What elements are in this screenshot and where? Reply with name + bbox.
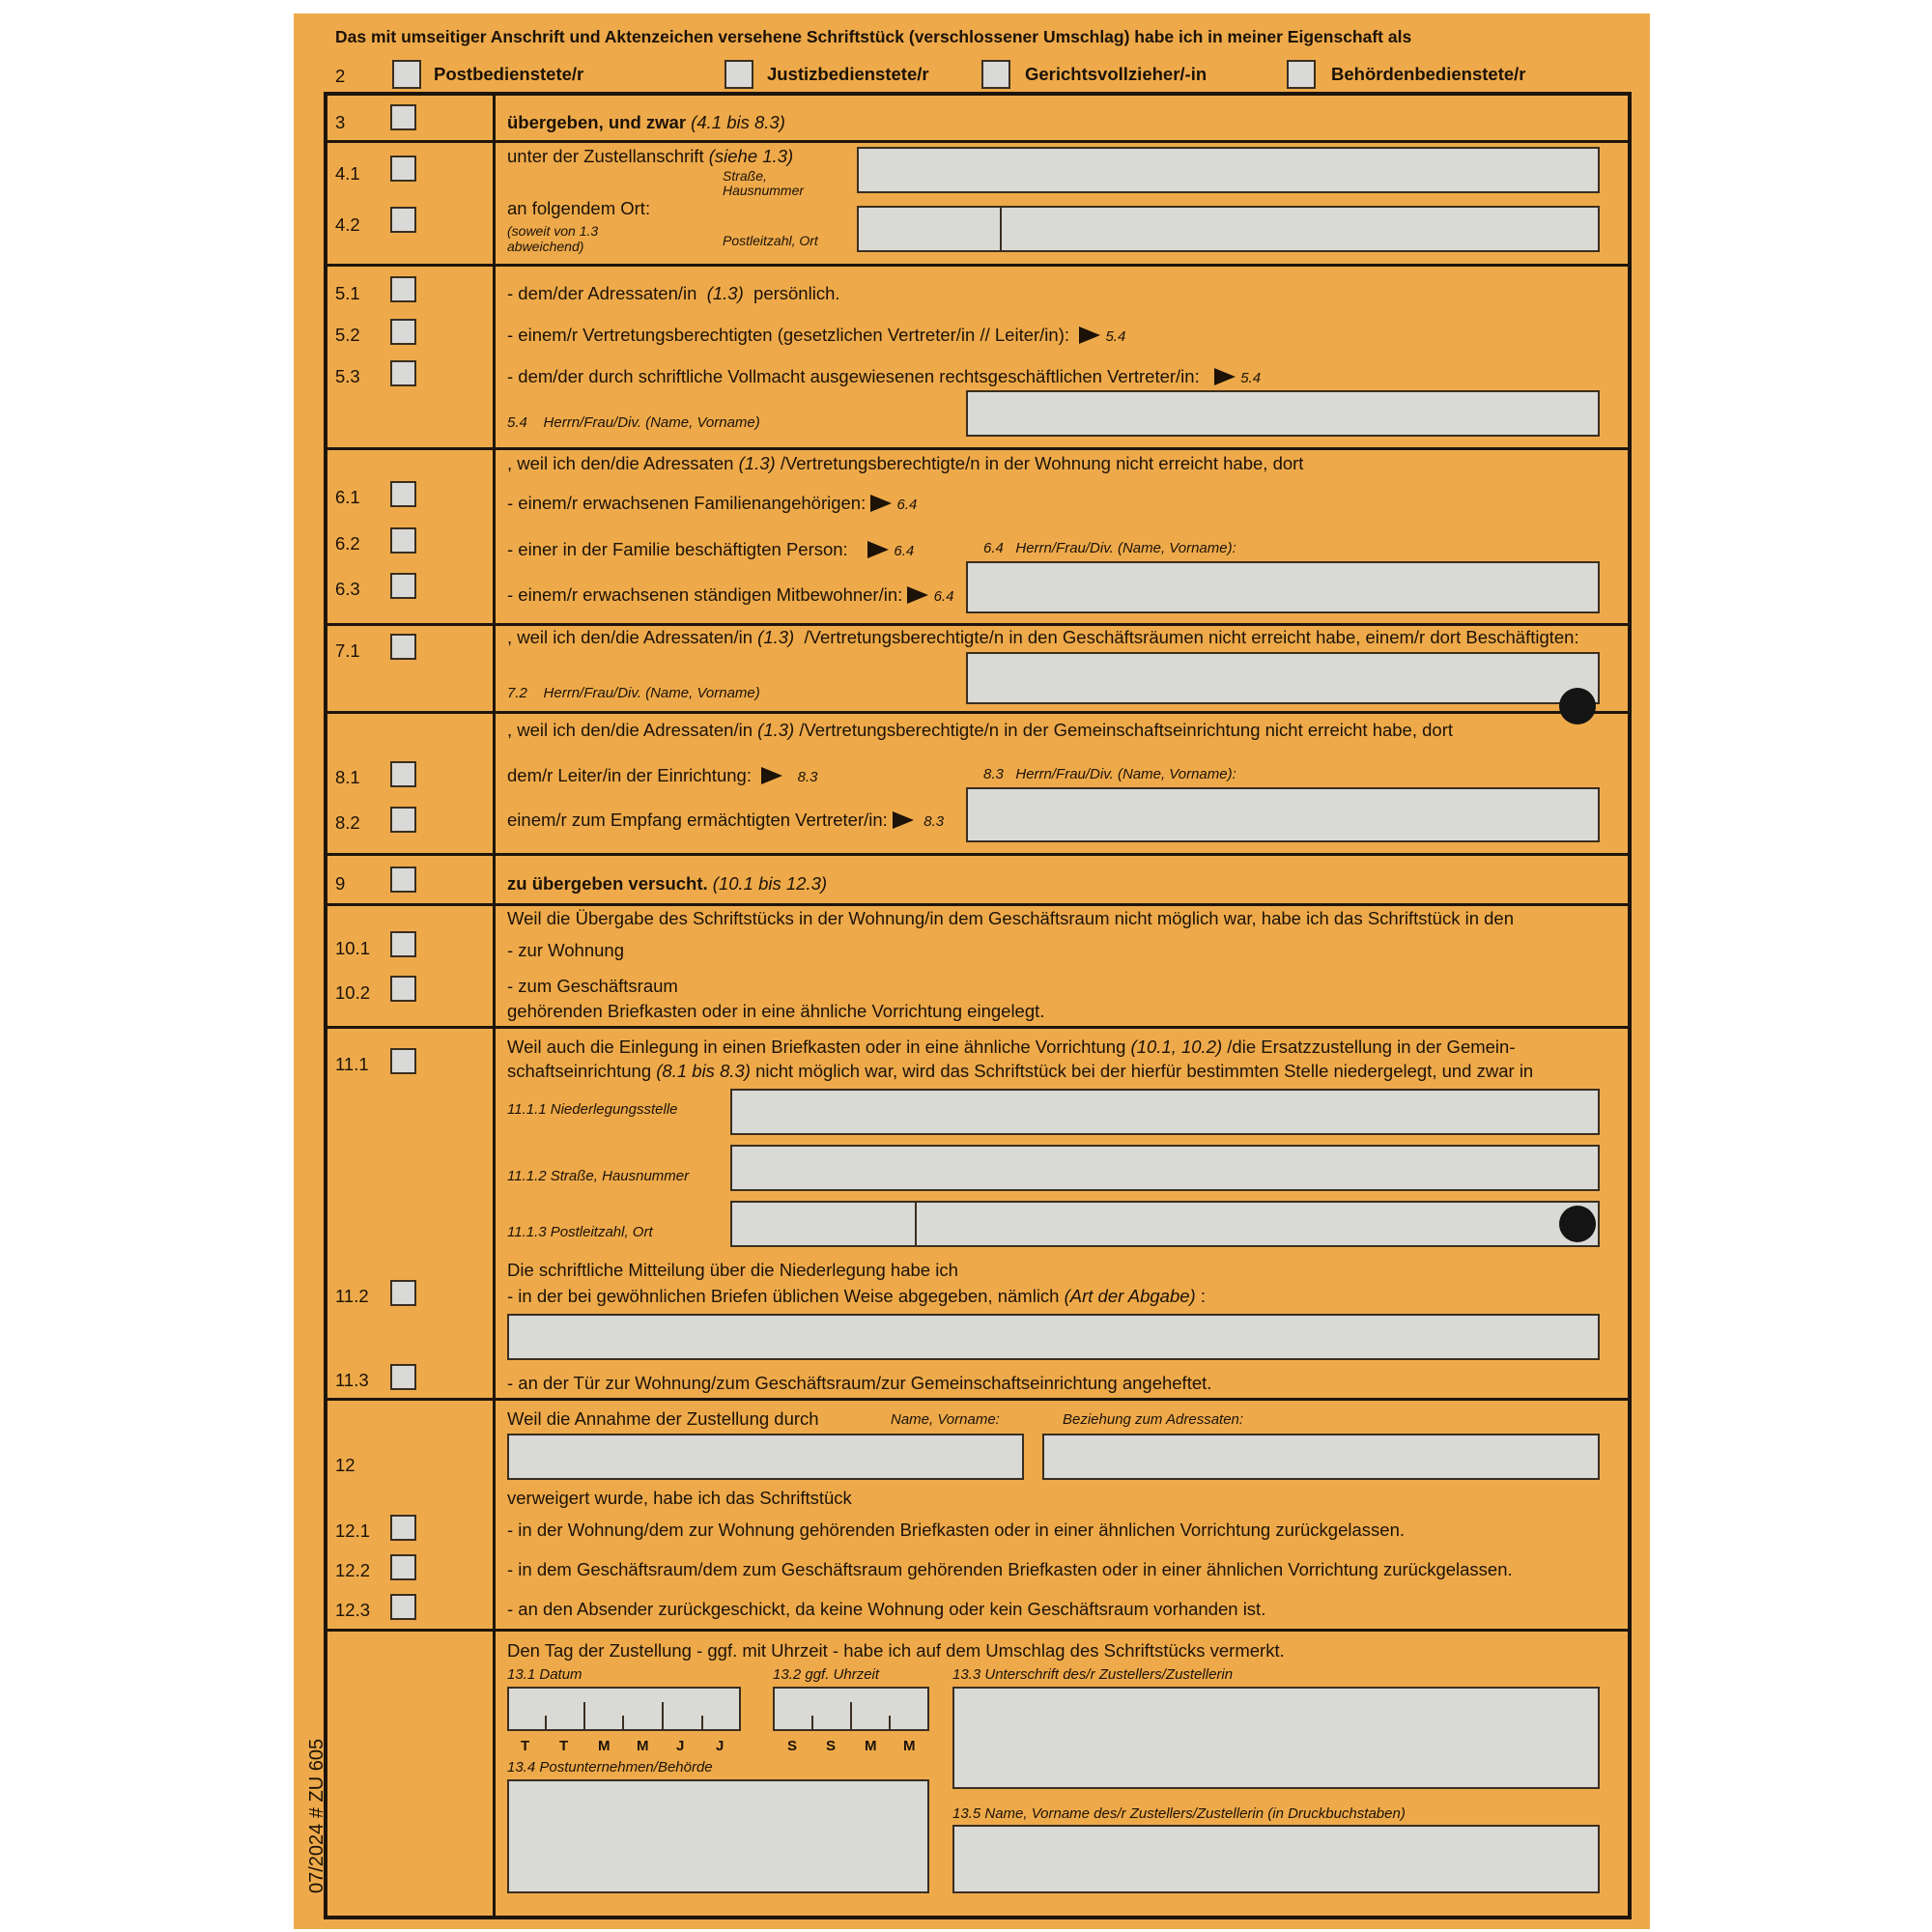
date-separator xyxy=(545,1716,547,1731)
row-number-6-3: 6.3 xyxy=(335,579,360,599)
row-number-11-2: 11.2 xyxy=(335,1286,369,1306)
sec11-head1: Weil auch die Einlegung in einen Briefkasten oder in eine ähnliche Vorrichtung (10.1, 10.2) /die Ersatzzustellung in der Gemein- xyxy=(507,1037,1516,1057)
sec11-f1-label: 11.1.1 Niederlegungsstelle xyxy=(507,1101,678,1118)
time-letter: S xyxy=(826,1738,837,1754)
sec13-head: Den Tag der Zustellung - ggf. mit Uhrzeit - habe ich auf dem Umschlag des Schriftstücks vermerkt. xyxy=(507,1640,1285,1661)
city-field[interactable] xyxy=(1000,206,1600,252)
street-label-1: Straße, xyxy=(723,168,767,184)
sec10-line1: - zur Wohnung xyxy=(507,940,624,960)
sec5-name-label: 5.4 Herrn/Frau/Div. (Name, Vorname) xyxy=(507,414,760,431)
checkbox-10-1[interactable] xyxy=(390,931,416,957)
refusing-person-name-field[interactable] xyxy=(507,1434,1024,1480)
checkbox-11-3[interactable] xyxy=(390,1364,416,1390)
postal-code-field[interactable] xyxy=(857,206,1002,252)
arrow-icon xyxy=(761,767,782,784)
row-number-5-1: 5.1 xyxy=(335,283,360,303)
checkbox-7-1[interactable] xyxy=(390,634,416,660)
date-separator xyxy=(583,1702,585,1731)
sec11-f2-label: 11.1.2 Straße, Hausnummer xyxy=(507,1168,690,1184)
sec8-line1: dem/r Leiter/in der Einrichtung: 8.3 xyxy=(507,765,818,785)
punch-hole xyxy=(1559,1206,1596,1242)
checkbox-12-3[interactable] xyxy=(390,1594,416,1620)
household-member-name-field[interactable] xyxy=(966,561,1600,613)
sec4-note1: (soweit von 1.3 xyxy=(507,223,599,239)
checkbox-10-2[interactable] xyxy=(390,976,416,1002)
sec6-name-label: 6.4 Herrn/Frau/Div. (Name, Vorname): xyxy=(983,540,1236,556)
row-number-12-3: 12.3 xyxy=(335,1600,371,1620)
checkbox-11-1[interactable] xyxy=(390,1048,416,1074)
sec10-tail: gehörenden Briefkasten oder in eine ähnliche Vorrichtung eingelegt. xyxy=(507,1001,1045,1021)
sec6-line1: - einem/r erwachsenen Familienangehörigen: 6.4 xyxy=(507,493,918,513)
row-number-10-1: 10.1 xyxy=(335,938,371,958)
checkbox-11-2[interactable] xyxy=(390,1280,416,1306)
sec5-line3: - dem/der durch schriftliche Vollmacht ausgewiesenen rechtsgeschäftlichen Vertreter/in: 5.4 xyxy=(507,366,1262,386)
date-separator xyxy=(701,1716,703,1731)
deposit-office-field[interactable] xyxy=(730,1089,1600,1135)
sec3-text: übergeben, und zwar (4.1 bis 8.3) xyxy=(507,112,785,132)
row-number-4-1: 4.1 xyxy=(335,163,360,184)
sec6-line2: - einer in der Familie beschäftigten Person: 6.4 xyxy=(507,539,915,559)
sec11-line3: - an der Tür zur Wohnung/zum Geschäftsraum/zur Gemeinschaftseinrichtung angeheftet. xyxy=(507,1373,1212,1393)
street-field[interactable] xyxy=(857,147,1600,193)
divider xyxy=(324,623,1632,626)
sec6-head: , weil ich den/die Adressaten (1.3) /Vertretungsberechtigte/n in der Wohnung nicht erreicht habe, dort xyxy=(507,453,1304,473)
sec8-head: , weil ich den/die Adressaten/in (1.3) /Vertretungsberechtigte/n in der Gemeinschaftseinrichtung nicht erreicht habe, dort xyxy=(507,720,1454,740)
plz-label: Postleitzahl, Ort xyxy=(723,233,818,248)
sec10-head: Weil die Übergabe des Schriftstücks in der Wohnung/in dem Geschäftsraum nicht möglich war, habe ich das Schriftstück in den xyxy=(507,908,1514,928)
date-label: 13.1 Datum xyxy=(507,1666,582,1683)
sec12-line3: - an den Absender zurückgeschickt, da keine Wohnung oder kein Geschäftsraum vorhanden ist. xyxy=(507,1599,1266,1619)
date-letter: T xyxy=(559,1738,569,1754)
sec11-head2: schaftseinrichtung (8.1 bis 8.3) nicht möglich war, wird das Schriftstück bei der hierfür bestimmten Stelle niedergelegt, und zwar in xyxy=(507,1061,1534,1081)
checkbox-5-2[interactable] xyxy=(390,319,416,345)
option-postbedienstete: Postbedienstete/r xyxy=(434,64,584,84)
postal-company-field[interactable] xyxy=(507,1779,929,1893)
sec7-head: , weil ich den/die Adressaten/in (1.3) /Vertretungsberechtigte/n in den Geschäftsräumen nicht erreicht habe, einem/r dort Beschäftigten: xyxy=(507,627,1579,647)
date-letter: M xyxy=(637,1738,649,1754)
divider xyxy=(324,903,1632,906)
row-number-6-1: 6.1 xyxy=(335,487,360,507)
checkbox-4-1[interactable] xyxy=(390,156,416,182)
date-letter: J xyxy=(716,1738,724,1754)
divider xyxy=(324,1398,1632,1401)
sec5-line1: - dem/der Adressaten/in (1.3) persönlich. xyxy=(507,283,840,303)
row-number-12-1: 12.1 xyxy=(335,1520,371,1541)
time-separator xyxy=(889,1716,891,1731)
intro-text: Das mit umseitiger Anschrift und Aktenzeichen versehene Schriftstück (verschlossener Umschlag) habe ich in meiner Eigenschaft als xyxy=(335,27,1412,46)
arrow-icon xyxy=(1214,368,1236,385)
divider xyxy=(324,1026,1632,1029)
row-number-3: 3 xyxy=(335,112,346,132)
checkbox-justizbedienstete[interactable] xyxy=(724,60,753,89)
time-separator xyxy=(850,1702,852,1731)
sec4-line2: an folgendem Ort: xyxy=(507,198,651,218)
date-letter: T xyxy=(521,1738,530,1754)
divider xyxy=(324,140,1632,143)
arrow-icon xyxy=(893,811,914,829)
sec11-line2: - in der bei gewöhnlichen Briefen üblichen Weise abgegeben, nämlich (Art der Abgabe) : xyxy=(507,1286,1206,1306)
time-separator xyxy=(811,1716,813,1731)
checkbox-5-3[interactable] xyxy=(390,360,416,386)
option-justizbedienstete: Justizbedienstete/r xyxy=(767,64,929,84)
relationship-field[interactable] xyxy=(1042,1434,1600,1480)
checkbox-6-3[interactable] xyxy=(390,573,416,599)
row-number-4-2: 4.2 xyxy=(335,214,360,235)
row-number-5-3: 5.3 xyxy=(335,366,360,386)
sec4-line1: unter der Zustellanschrift (siehe 1.3) xyxy=(507,146,794,166)
row-number-9: 9 xyxy=(335,873,346,894)
date-letter: M xyxy=(598,1738,611,1754)
sec4-note2: abweichend) xyxy=(507,239,584,254)
row-number-12: 12 xyxy=(335,1455,355,1475)
divider xyxy=(324,264,1632,267)
date-field[interactable] xyxy=(507,1687,741,1731)
representative-name-field[interactable] xyxy=(966,390,1600,437)
time-letter: S xyxy=(787,1738,798,1754)
checkbox-5-1[interactable] xyxy=(390,276,416,302)
institution-name-field[interactable] xyxy=(966,787,1600,842)
sec9-text: zu übergeben versucht. (10.1 bis 12.3) xyxy=(507,873,828,894)
row-number-8-2: 8.2 xyxy=(335,812,360,833)
sec7-name-label: 7.2 Herrn/Frau/Div. (Name, Vorname) xyxy=(507,685,760,701)
server-name-field[interactable] xyxy=(952,1825,1600,1893)
checkbox-gerichtsvollzieher[interactable] xyxy=(981,60,1010,89)
row-number-7-1: 7.1 xyxy=(335,640,360,661)
punch-hole xyxy=(1559,688,1596,724)
sec12-name-label: Name, Vorname: xyxy=(891,1411,1000,1428)
signature-field[interactable] xyxy=(952,1687,1600,1789)
sec12-refused: verweigert wurde, habe ich das Schriftstück xyxy=(507,1488,852,1508)
sec5-line2: - einem/r Vertretungsberechtigten (gesetzlichen Vertreter/in // Leiter/in): 5.4 xyxy=(507,325,1126,345)
checkbox-3[interactable] xyxy=(390,104,416,130)
date-separator xyxy=(622,1716,624,1731)
date-letter: J xyxy=(676,1738,685,1754)
column-divider xyxy=(493,92,496,1919)
sec12-line2: - in dem Geschäftsraum/dem zum Geschäftsraum gehörenden Briefkasten oder in einer ähnlichen Vorrichtung zurückgelassen. xyxy=(507,1559,1513,1579)
checkbox-behoerdenbedienstete[interactable] xyxy=(1287,60,1316,89)
option-gerichtsvollzieher: Gerichtsvollzieher/-in xyxy=(1025,64,1208,84)
row-number-6-2: 6.2 xyxy=(335,533,360,554)
sec6-line3: - einem/r erwachsenen ständigen Mitbewohner/in: 6.4 xyxy=(507,584,954,605)
divider xyxy=(324,853,1632,856)
checkbox-4-2[interactable] xyxy=(390,207,416,233)
date-separator xyxy=(662,1702,664,1731)
arrow-icon xyxy=(867,541,889,558)
divider xyxy=(324,447,1632,450)
sec11-notice: Die schriftliche Mitteilung über die Niederlegung habe ich xyxy=(507,1260,958,1280)
option-behoerdenbedienstete: Behördenbedienstete/r xyxy=(1331,64,1526,84)
row-number-11-1: 11.1 xyxy=(335,1054,369,1074)
checkbox-6-2[interactable] xyxy=(390,527,416,554)
arrow-icon xyxy=(907,586,928,604)
checkbox-9[interactable] xyxy=(390,867,416,893)
checkbox-postbedienstete[interactable] xyxy=(392,60,421,89)
org-label: 13.4 Postunternehmen/Behörde xyxy=(507,1759,713,1776)
street-label-2: Hausnummer xyxy=(723,183,805,198)
form-code: 07/2024 # ZU 605 xyxy=(306,1738,327,1893)
time-label: 13.2 ggf. Uhrzeit xyxy=(773,1666,880,1683)
sec12-rel-label: Beziehung zum Adressaten: xyxy=(1063,1411,1244,1428)
employee-name-field[interactable] xyxy=(966,652,1600,704)
arrow-icon xyxy=(870,495,892,512)
delivery-method-field[interactable] xyxy=(507,1314,1600,1360)
row-number-5-2: 5.2 xyxy=(335,325,360,345)
divider xyxy=(324,1629,1632,1632)
time-letter: M xyxy=(865,1738,877,1754)
row-number-2: 2 xyxy=(335,66,346,86)
print-name-label: 13.5 Name, Vorname des/r Zustellers/Zustellerin (in Druckbuchstaben) xyxy=(952,1805,1406,1822)
sec8-line2: einem/r zum Empfang ermächtigten Vertreter/in: 8.3 xyxy=(507,810,945,830)
sec12-line1: - in der Wohnung/dem zur Wohnung gehörenden Briefkasten oder in einer ähnlichen Vorrichtung zurückgelassen. xyxy=(507,1520,1406,1540)
sec12-head: Weil die Annahme der Zustellung durch xyxy=(507,1408,819,1429)
row-number-10-2: 10.2 xyxy=(335,982,371,1003)
row-number-11-3: 11.3 xyxy=(335,1370,369,1390)
sec8-name-label: 8.3 Herrn/Frau/Div. (Name, Vorname): xyxy=(983,766,1236,782)
deposit-postal-code-field[interactable] xyxy=(730,1201,917,1247)
checkbox-6-1[interactable] xyxy=(390,481,416,507)
checkbox-8-2[interactable] xyxy=(390,807,416,833)
signature-label: 13.3 Unterschrift des/r Zustellers/Zustellerin xyxy=(952,1666,1234,1683)
deposit-city-field[interactable] xyxy=(915,1201,1600,1247)
row-number-8-1: 8.1 xyxy=(335,767,360,787)
checkbox-8-1[interactable] xyxy=(390,761,416,787)
divider xyxy=(324,711,1632,714)
checkbox-12-2[interactable] xyxy=(390,1554,416,1580)
deposit-street-field[interactable] xyxy=(730,1145,1600,1191)
arrow-icon xyxy=(1079,327,1100,344)
sec11-f3-label: 11.1.3 Postleitzahl, Ort xyxy=(507,1224,653,1240)
checkbox-12-1[interactable] xyxy=(390,1515,416,1541)
time-letter: M xyxy=(903,1738,916,1754)
row-number-12-2: 12.2 xyxy=(335,1560,371,1580)
sec10-line2: - zum Geschäftsraum xyxy=(507,976,678,996)
